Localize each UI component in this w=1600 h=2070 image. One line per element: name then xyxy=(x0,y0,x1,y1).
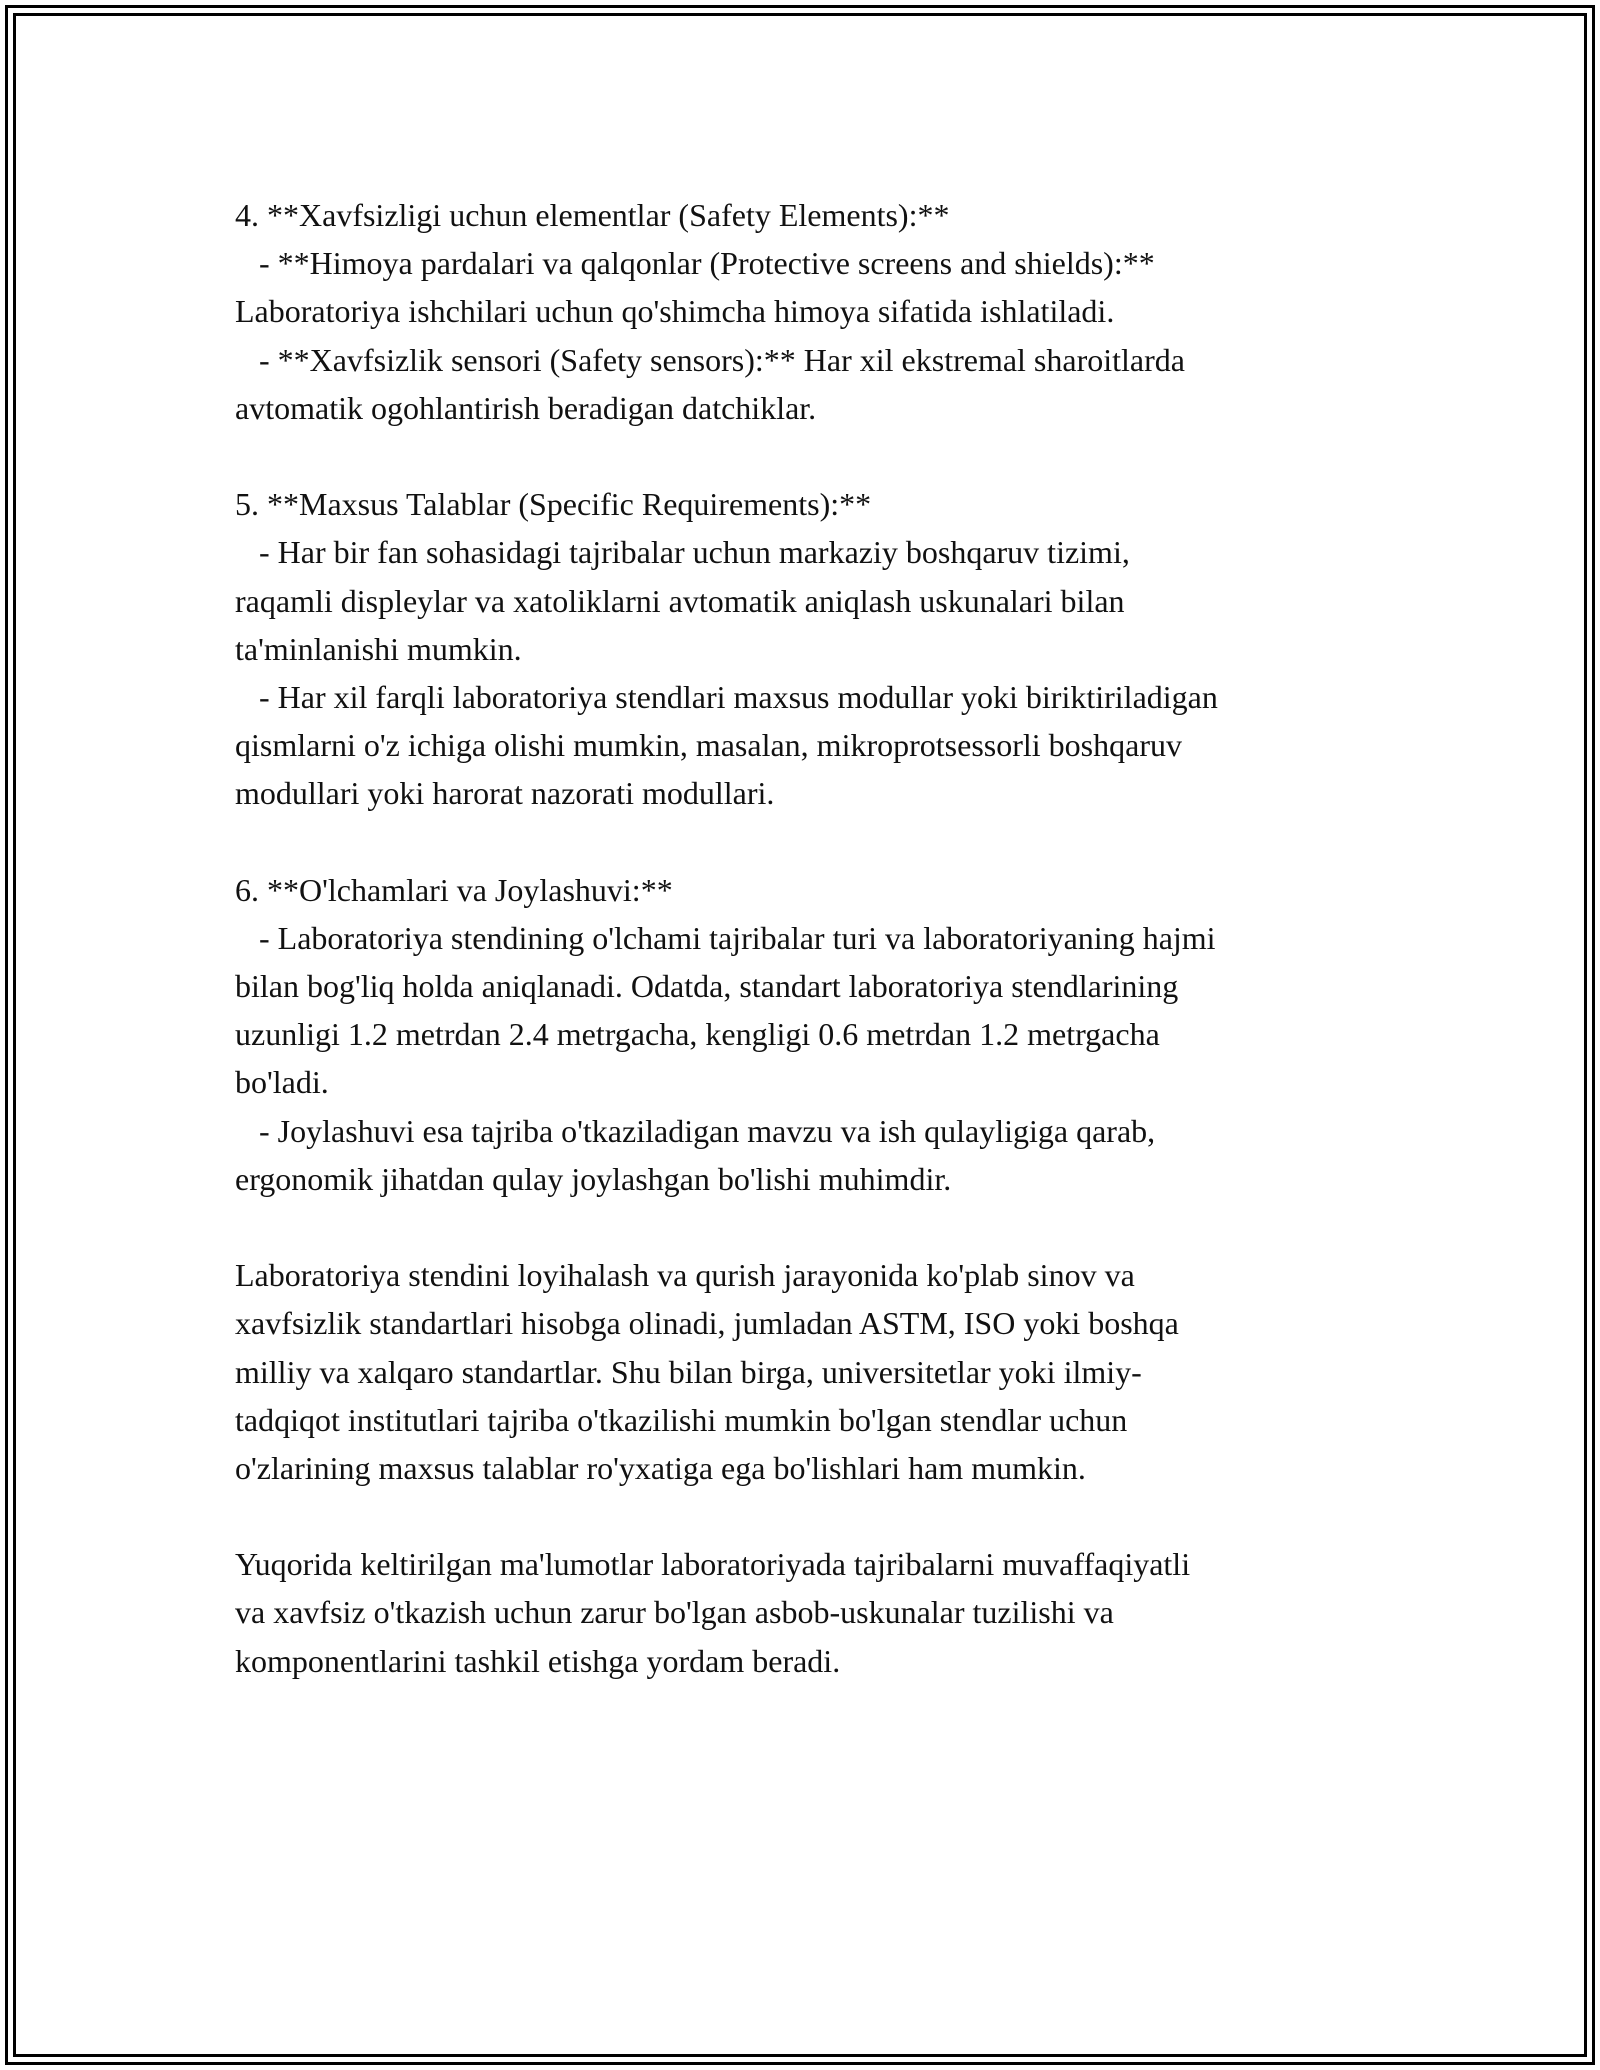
paragraph-standards xyxy=(235,1251,1385,1492)
text-line: komponentlarini tashkil etishga yordam beradi. xyxy=(235,1642,841,1679)
document-body xyxy=(235,191,1385,1685)
text-line: va xavfsiz o'tkazish uchun zarur bo'lgan asbob-uskunalar tuzilishi va xyxy=(235,1594,1114,1631)
text-line: - Har bir fan sohasidagi tajribalar uchun markaziy boshqaruv tizimi, xyxy=(235,534,1130,571)
text-line: tadqiqot institutlari tajriba o'tkazilishi mumkin bo'lgan stendlar uchun xyxy=(235,1401,1128,1438)
text-line: o'zlarining maxsus talablar ro'yxatiga ega bo'lishlari ham mumkin. xyxy=(235,1449,1086,1486)
text-line: raqamli displeylar va xatoliklarni avtomatik aniqlash uskunalari bilan xyxy=(235,582,1125,619)
text-line: Yuqorida keltirilgan ma'lumotlar laboratoriyada tajribalarni muvaffaqiyatli xyxy=(235,1546,1191,1583)
text-line: - **Xavfsizlik sensori (Safety sensors):** Har xil ekstremal sharoitlarda xyxy=(235,341,1185,378)
text-line: xavfsizlik standartlari hisobga olinadi, jumladan ASTM, ISO yoki boshqa xyxy=(235,1305,1179,1342)
section-dimensions-location xyxy=(235,866,1385,1203)
section-safety-elements xyxy=(235,191,1385,432)
text-line: modullari yoki harorat nazorati modullari. xyxy=(235,775,775,812)
text-line: - Laboratoriya stendining o'lchami tajribalar turi va laboratoriyaning hajmi xyxy=(235,919,1216,956)
text-line: Laboratoriya stendini loyihalash va qurish jarayonida ko'plab sinov va xyxy=(235,1257,1135,1294)
text-line: ta'minlanishi mumkin. xyxy=(235,630,522,667)
paragraph-spacer xyxy=(235,432,1385,480)
text-line: ergonomik jihatdan qulay joylashgan bo'lishi muhimdir. xyxy=(235,1160,952,1197)
text-line: bilan bog'liq holda aniqlanadi. Odatda, standart laboratoriya stendlarining xyxy=(235,968,1179,1004)
section-heading: 4. **Xavfsizligi uchun elementlar (Safety Elements):** xyxy=(235,197,950,233)
text-line: avtomatik ogohlantirish beradigan datchiklar. xyxy=(235,389,817,426)
text-line: - **Himoya pardalari va qalqonlar (Protective screens and shields):** xyxy=(235,245,1155,282)
text-line: - Joylashuvi esa tajriba o'tkaziladigan mavzu va ish qulayligiga qarab, xyxy=(235,1112,1156,1149)
text-line: milliy va xalqaro standartlar. Shu bilan birga, universitetlar yoki ilmiy- xyxy=(235,1353,1142,1390)
text-line: qismlarni o'z ichiga olishi mumkin, masalan, mikroprotsessorli boshqaruv xyxy=(235,727,1182,764)
text-line: - Har xil farqli laboratoriya stendlari maxsus modullar yoki biriktiriladigan xyxy=(235,678,1218,715)
section-heading: 6. **O'lchamlari va Joylashuvi:** xyxy=(235,871,673,908)
text-line: bo'ladi. xyxy=(235,1064,329,1101)
text-line: Laboratoriya ishchilari uchun qo'shimcha himoya sifatida ishlatiladi. xyxy=(235,293,1115,330)
paragraph-spacer xyxy=(235,817,1385,865)
text-line: uzunligi 1.2 metrdan 2.4 metrgacha, kengligi 0.6 metrdan 1.2 metrgacha xyxy=(235,1016,1160,1053)
section-heading: 5. **Maxsus Talablar (Specific Requirements):** xyxy=(235,486,872,523)
paragraph-spacer xyxy=(235,1203,1385,1251)
paragraph-spacer xyxy=(235,1492,1385,1540)
section-specific-requirements xyxy=(235,480,1385,817)
paragraph-conclusion xyxy=(235,1540,1385,1685)
